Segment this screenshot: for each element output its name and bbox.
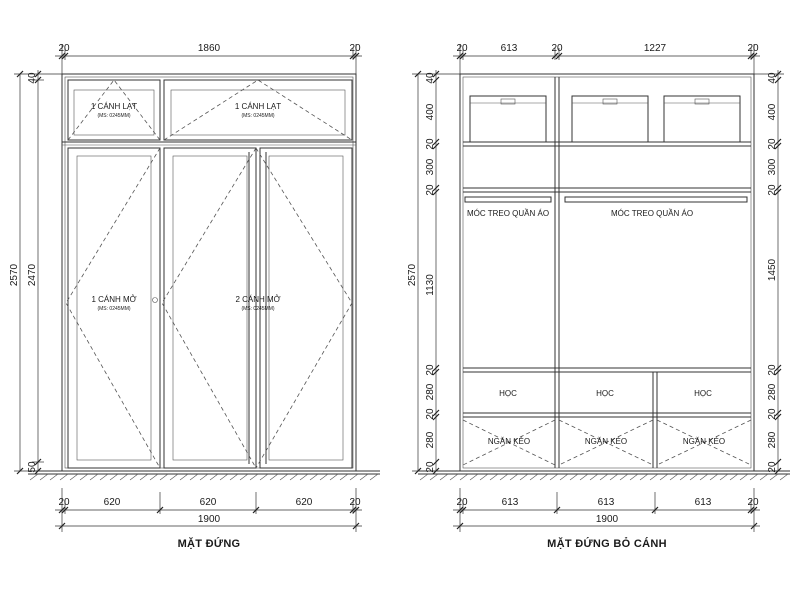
right-ld-4: 300 bbox=[425, 158, 436, 176]
right-ld-8: 280 bbox=[425, 383, 436, 401]
right-ld-5: 20 bbox=[425, 184, 436, 196]
drawer-1-label: HỌC bbox=[499, 389, 517, 398]
right-rd-7: 20 bbox=[767, 364, 778, 376]
storage-box-3 bbox=[664, 96, 740, 142]
right-ld-2: 400 bbox=[425, 103, 436, 121]
right-ld-11: 20 bbox=[425, 461, 436, 473]
left-bottom-dim-4: 620 bbox=[295, 497, 313, 508]
right-right-vertical-dimension bbox=[754, 70, 784, 474]
door-pair-label: 2 CÁNH MỞ bbox=[235, 295, 281, 304]
left-top-dim-1: 20 bbox=[58, 43, 70, 54]
ground-hatch bbox=[30, 474, 788, 480]
hanger-left-label: MÓC TREO QUẦN ÁO bbox=[466, 209, 550, 218]
left-vdim-40: 40 bbox=[27, 72, 38, 84]
right-bottom-dim-1: 20 bbox=[456, 497, 468, 508]
right-left-vertical-dimension bbox=[407, 70, 460, 474]
right-top-dim-3: 20 bbox=[551, 43, 563, 54]
right-rd-2: 400 bbox=[767, 103, 778, 121]
door-1-label: 1 CÁNH MỞ bbox=[91, 295, 137, 304]
right-top-dim-4: 1227 bbox=[643, 43, 667, 54]
right-overall-width: 1900 bbox=[595, 514, 619, 525]
right-rd-9: 20 bbox=[767, 408, 778, 420]
right-top-dim-2: 613 bbox=[500, 43, 518, 54]
left-bottom-dim-1: 20 bbox=[58, 497, 70, 508]
right-rd-6: 1450 bbox=[767, 258, 778, 282]
door-1-knob bbox=[153, 298, 158, 303]
door-2-inner bbox=[173, 156, 247, 460]
left-top-dim-2: 1860 bbox=[197, 43, 221, 54]
right-top-dimension bbox=[453, 43, 760, 74]
hanging-rail-right bbox=[565, 197, 747, 218]
storage-box-1 bbox=[470, 96, 546, 142]
bottom-drawer-2-label: NGĂN KÉO bbox=[584, 437, 628, 446]
drawer-3-label: HỌC bbox=[694, 389, 712, 398]
right-rd-8: 280 bbox=[767, 383, 778, 401]
right-ld-1: 40 bbox=[425, 72, 436, 84]
top-panel-small-code: (MS: 0245MM) bbox=[97, 113, 131, 119]
right-top-dim-1: 20 bbox=[456, 43, 468, 54]
right-rd-11: 20 bbox=[767, 461, 778, 473]
door-pair-code: (MS: 0245MM) bbox=[241, 306, 275, 312]
wardrobe-frame-inner bbox=[65, 77, 353, 468]
left-bottom-dim-3: 620 bbox=[199, 497, 217, 508]
left-bottom-dimension bbox=[55, 488, 362, 532]
hanger-right-label: MÓC TREO QUẦN ÁO bbox=[610, 209, 694, 218]
top-panel-small-label: 1 CÁNH LẠT bbox=[90, 102, 138, 111]
right-ld-9: 20 bbox=[425, 408, 436, 420]
right-ld-10: 280 bbox=[425, 431, 436, 449]
left-view-title: MẶT ĐỨNG bbox=[177, 538, 241, 550]
right-view-title: MẶT ĐỨNG BỎ CÁNH bbox=[547, 538, 667, 550]
left-top-dimension bbox=[55, 43, 362, 74]
right-rd-1: 40 bbox=[767, 72, 778, 84]
bottom-drawer-1-label: NGĂN KÉO bbox=[487, 437, 531, 446]
right-top-dim-5: 20 bbox=[747, 43, 759, 54]
door-1-code: (MS: 0245MM) bbox=[97, 306, 131, 312]
drawer-2-label: HỌC bbox=[596, 389, 614, 398]
left-bottom-dim-5: 20 bbox=[349, 497, 361, 508]
right-bottom-dim-2: 613 bbox=[501, 497, 519, 508]
right-ld-3: 20 bbox=[425, 138, 436, 150]
storage-box-2 bbox=[572, 96, 648, 142]
interior-frame-inner bbox=[463, 77, 751, 468]
right-rd-5: 20 bbox=[767, 184, 778, 196]
left-bottom-dim-2: 620 bbox=[103, 497, 121, 508]
right-rd-10: 280 bbox=[767, 431, 778, 449]
left-vertical-dimension bbox=[9, 70, 62, 474]
interior-frame bbox=[460, 74, 754, 471]
right-height-total: 2570 bbox=[407, 263, 418, 287]
right-rd-3: 20 bbox=[767, 138, 778, 150]
right-bottom-dim-4: 613 bbox=[694, 497, 712, 508]
hanging-rail-left bbox=[465, 197, 551, 218]
bottom-drawer-3-label: NGĂN KÉO bbox=[682, 437, 726, 446]
left-height-inner: 2470 bbox=[27, 263, 38, 287]
left-overall-width: 1900 bbox=[197, 514, 221, 525]
top-panel-large-label: 1 CÁNH LẠT bbox=[234, 102, 282, 111]
door-3-inner bbox=[269, 156, 343, 460]
right-bottom-dimension bbox=[453, 488, 760, 532]
right-ld-7: 20 bbox=[425, 364, 436, 376]
top-panel-large-code: (MS: 0245MM) bbox=[241, 113, 275, 119]
left-height-total: 2570 bbox=[9, 263, 20, 287]
right-bottom-dim-3: 613 bbox=[597, 497, 615, 508]
right-ld-6: 1130 bbox=[425, 274, 436, 296]
left-vdim-50: 50 bbox=[27, 461, 38, 473]
left-top-dim-3: 20 bbox=[349, 43, 361, 54]
right-bottom-dim-5: 20 bbox=[747, 497, 759, 508]
wardrobe-frame bbox=[62, 74, 356, 471]
right-rd-4: 300 bbox=[767, 158, 778, 176]
